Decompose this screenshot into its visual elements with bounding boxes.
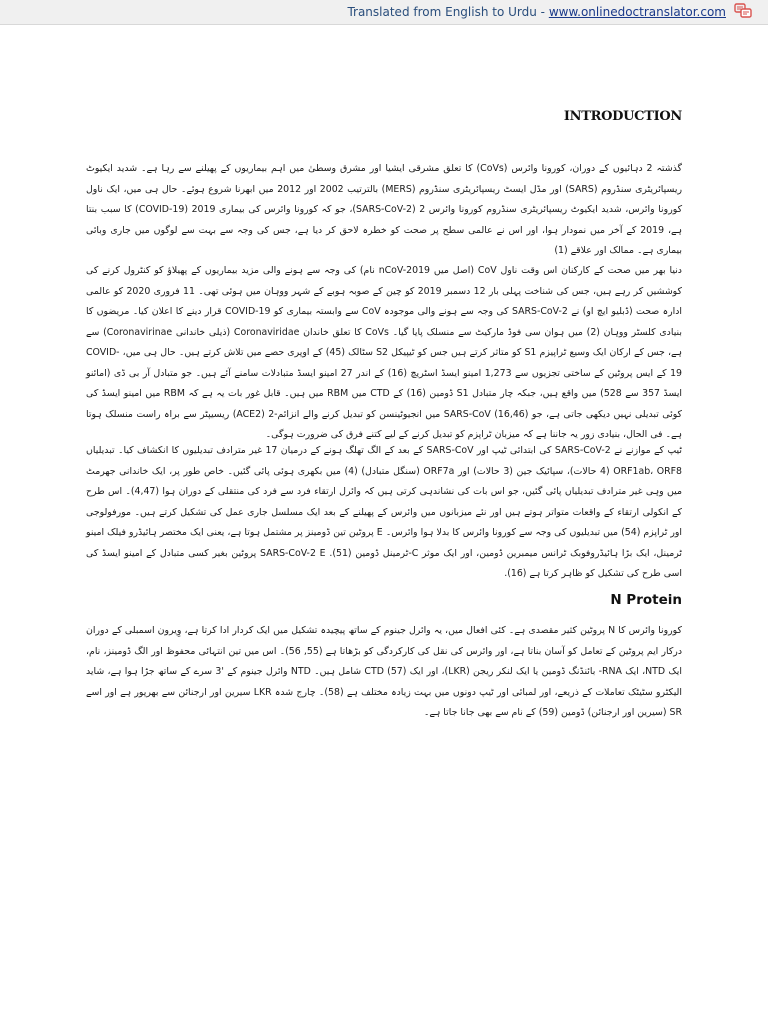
- introduction-heading: INTRODUCTION: [563, 109, 682, 124]
- translation-credit: [347, 5, 726, 19]
- intro-paragraph-1: گذشتہ 2 دہائیوں کے دوران، کورونا وائرس (CoVs) کا تعلق مشرقی ایشیا اور مشرق وسطیٰ میں اہم بیماریوں کے پھیلنے سے رہا ہے۔ شدید ایکیوٹ ریسپائریٹری سنڈروم (SARS) اور مڈل ایسٹ ریسپائریٹری سنڈروم (MERS) بالترتیب 2002 اور 2012 میں ابھرنا شروع ہوئے۔ حال ہی میں، ایک ناول کورونا وائرس، شدید ایکیوٹ ریسپائریٹری سنڈروم کورونا وائرس 2 (SARS-CoV-2)، جو کہ کورونا وائرس کی بیماری 2019 (COVID-19) کا سبب بنتا ہے، 2019 کے آخر میں نمودار ہوا، اور اس نے عالمی سطح پر صحت کو خطرہ لاحق کر دیا ہے، جس کی وجہ سے بہت سے لوگوں میں جاری وبائی بیماری ہے۔ ممالک اور علاقے (1): [86, 163, 683, 257]
- translation-banner: [0, 0, 768, 25]
- intro-paragraph-2: دنیا بھر میں صحت کے کارکنان اس وقت ناول CoV (اصل میں nCoV-2019 نام) کی وجہ سے ہونے والی مزید بیماریوں کے پھیلاؤ کو کنٹرول کرنے کی کوششیں کر رہے ہیں، جس کی شناخت پہلی بار 12 دسمبر 2019 کو چین کے صوبہ ہوبے کے شہر ووہان میں ہوئی تھی۔ 11 فروری 2020 کو عالمی ادارہ صحت (ڈبلیو ایچ او) نے SARS-CoV-2 کی وجہ سے ہونے والی موجودہ CoV سے وابستہ بیماری کو COVID-19 قرار دینے کا اعلان کیا۔ مریضوں کا بنیادی کلسٹر ووہان (2) میں ہوان سی فوڈ مارکیٹ سے منسلک پایا گیا۔ CoVs کا تعلق خاندان Coronaviridae (ذیلی خاندانی Coronavirinae) سے ہے، جس کے ارکان ایک وسیع ٹراپیزم S1 کو متاثر کرتے ہیں جس کو ٹیپیکل S2 سٹالک (45) کے اوپری حصے میں تلاش کرتے ہیں۔ حال ہی میں، COVID-19 کے ایس پروٹین کے ساختی تجزیوں سے 1,273 امینو ایسڈ اسٹریچ (16) کے اندر 27 امینو ایسڈ متبادلات سامنے آئے ہیں۔ جو متبادل آر بی ڈی (امائنو ایسڈ 357 سے 528) میں واقع ہیں، جبکہ چار متبادل S1 ڈومین (16) کے CTD میں RBM میں ہیں۔ قابل غور بات یہ ہے کہ RBM میں امینو ایسڈ کی کوئی تبدیلی نہیں دیکھی جاتی ہے، جو SARS-CoV (16,46) میں انجیوٹینسن کو تبدیل کرنے والے انزائم-2 (ACE2) ریسیپٹر سے براہ راست منسلک ہوتا ہے۔ فی الحال، بنیادی زور یہ جاننا ہے کہ میزبان ٹراپزم کو تبدیل کرنے کے لیے کتنے فرق کی ضرورت ہوگی۔: [86, 265, 683, 441]
- credit-prefix: Translated from English to Urdu -: [347, 5, 549, 19]
- n-protein-heading: N Protein: [610, 592, 682, 608]
- translator-logo-icon[interactable]: [734, 3, 752, 19]
- intro-paragraph-3: ٹیپ کے موازنے نے SARS-CoV-2 کی ابتدائی ٹیپ اور SARS-CoV کے بعد کے الگ تھلگ ہونے کے درمیان 17 غیر مترادف تبدیلیوں کا انکشاف کیا۔ تبدیلیاں ORF1ab، ORF8 (4 حالات)، سپائیک جین (3 حالات) اور ORF7a (سنگل متبادل) (4) میں بکھری ہوئی پائی گئیں۔ خاص طور پر، ایک خاندانی جھرمٹ میں وہی غیر مترادف تبدیلیاں پائی گئیں، جو اس بات کی نشاندہی کرتی ہیں کہ وائرل ارتقاء فرد سے فرد کی منتقلی کے دوران ہوا (4,47)۔ اس طرح کے انکولی ارتقاء کے واقعات متواتر ہوتے ہیں اور نئے میزبانوں میں وائرس کے پھیلنے کے بعد ایک مسلسل جاری عمل کی تشکیل کرتے ہیں۔ مورفولوجی اور ٹراپزم (54) میں تبدیلیوں کی وجہ سے کورونا وائرس کا بدلا ہوا وائرس۔ E پروٹین تین ڈومینز پر مشتمل ہوتا ہے، یعنی ایک مختصر ہائیڈرو فیلک امینو ٹرمینل، ایک بڑا ہائیڈروفوبک ٹرانس میمبرین ڈومین، اور ایک موثر C-ٹرمینل ڈومین (51). SARS-CoV-2 E پروٹین بغیر کسی متبادل کے امینو ایسڈ کی اسی طرح کی تشکیل کو ظاہر کرتا ہے (16).: [86, 445, 683, 580]
- n-protein-paragraph: کورونا وائرس کا N پروٹین کثیر مقصدی ہے۔ کئی افعال میں، یہ وائرل جینوم کے ساتھ پیچیدہ تشکیل میں ایک کردار ادا کرتا ہے، وِیرون اسمبلی کے دوران درکار ایم پروٹین کے تعامل کو آسان بناتا ہے، اور وائرس کی نقل کی کارکردگی کو بڑھاتا ہے (55, 56)۔ اس میں تین انتہائی محفوظ اور الگ ڈومینز، نام، ایک NTD، ایک RNA- بائنڈنگ ڈومین یا ایک لنکر ریجن (LKR)، اور ایک CTD (57) شامل ہیں۔ NTD وائرل جینوم کے '3 سرے کے ساتھ جڑا ہوا ہے، شاید الیکٹرو سٹیٹک تعاملات کے ذریعے، اور لمبائی اور ٹیپ دونوں میں بہت زیادہ مختلف ہے (58)۔ چارج شدہ LKR سیرین اور ارجنائن سے بھرپور ہے اور اسے SR (سیرین اور ارجنائن) ڈومین (59) کے نام سے بھی جانا جاتا ہے۔: [86, 625, 683, 719]
- translator-link[interactable]: www.onlinedoctranslator.com: [548, 5, 726, 19]
